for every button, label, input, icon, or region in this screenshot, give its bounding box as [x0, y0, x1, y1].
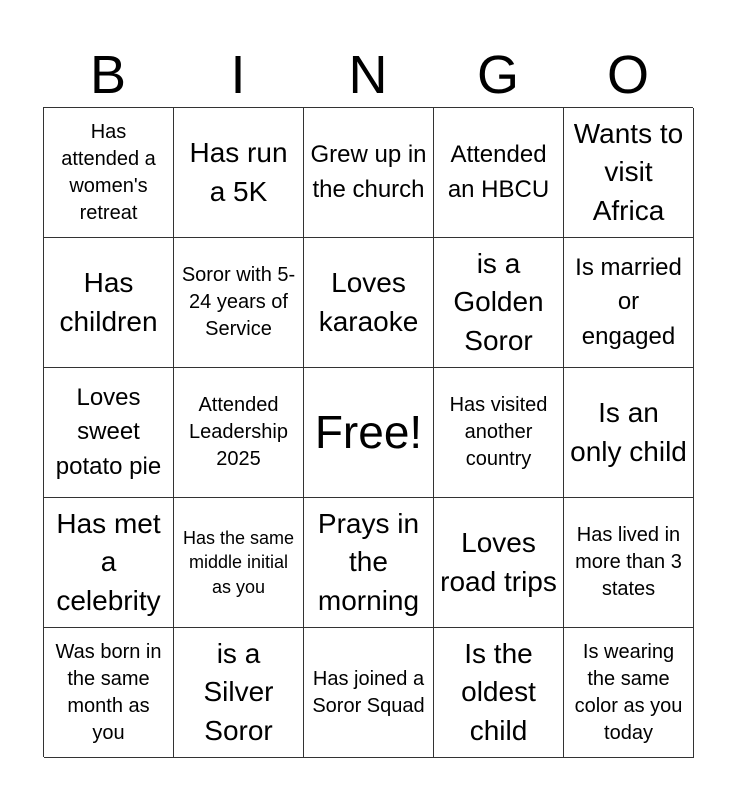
header-letter-o: O: [606, 45, 649, 105]
cell-text: Is an only child: [570, 397, 687, 467]
header-letter-b: B: [89, 45, 127, 105]
cell-text: is a Silver Soror: [203, 638, 274, 746]
bingo-cell-r5c2[interactable]: [174, 628, 304, 758]
bingo-cell-r1c2[interactable]: [174, 108, 304, 238]
cell-text: Is married or engaged: [575, 254, 682, 350]
cell-text: Has joined a Soror Squad: [312, 667, 425, 717]
header-letter-n: N: [348, 45, 388, 105]
header-letter-g: G: [476, 45, 519, 105]
bingo-cell-r1c5[interactable]: [564, 108, 694, 238]
bingo-cell-r5c1[interactable]: [44, 628, 174, 758]
cell-text: Is the oldest child: [461, 638, 536, 746]
bingo-cell-r2c4[interactable]: [434, 238, 564, 368]
bingo-cell-r3c4[interactable]: [434, 368, 564, 498]
bingo-cell-r5c3[interactable]: [304, 628, 434, 758]
bingo-header: [43, 44, 693, 106]
bingo-cell-r2c2[interactable]: [174, 238, 304, 368]
bingo-cell-r4c4[interactable]: [434, 498, 564, 628]
cell-text: Attended an HBCU: [447, 141, 550, 203]
bingo-board: [43, 107, 693, 757]
cell-text: Is wearing the same color as you today: [574, 640, 683, 744]
bingo-cell-r3c1[interactable]: [44, 368, 174, 498]
bingo-cell-r4c2[interactable]: [174, 498, 304, 628]
bingo-cell-r2c1[interactable]: [44, 238, 174, 368]
bingo-cell-r5c5[interactable]: [564, 628, 694, 758]
cell-text: Loves road trips: [440, 527, 557, 597]
bingo-cell-r2c5[interactable]: [564, 238, 694, 368]
bingo-cell-r1c1[interactable]: [44, 108, 174, 238]
bingo-cell-r3c2[interactable]: [174, 368, 304, 498]
cell-text: Has the same middle initial as you: [182, 528, 295, 597]
cell-text: Has lived in more than 3 states: [575, 524, 682, 600]
cell-text: Soror with 5-24 years of Service: [181, 264, 296, 340]
bingo-cell-r4c5[interactable]: [564, 498, 694, 628]
cell-text: Attended Leadership 2025: [189, 394, 288, 470]
cell-text: Has attended a women's retreat: [61, 120, 156, 224]
bingo-cell-free[interactable]: [304, 368, 434, 498]
free-space-text: Free!: [314, 406, 423, 459]
bingo-cell-r5c4[interactable]: [434, 628, 564, 758]
cell-text: Prays in the morning: [317, 508, 420, 616]
bingo-cell-r1c4[interactable]: [434, 108, 564, 238]
bingo-cell-r4c1[interactable]: [44, 498, 174, 628]
cell-text: Loves karaoke: [318, 267, 419, 337]
cell-text: Loves sweet potato pie: [55, 384, 162, 480]
cell-text: Has visited another country: [449, 394, 548, 470]
header-letter-i: I: [230, 45, 246, 105]
cell-text: Was born in the same month as you: [55, 640, 162, 744]
cell-text: Wants to visit Africa: [573, 118, 684, 226]
cell-text: Has met a celebrity: [56, 508, 161, 616]
bingo-cell-r3c5[interactable]: [564, 368, 694, 498]
cell-text: Has children: [59, 267, 158, 337]
bingo-cell-r4c3[interactable]: [304, 498, 434, 628]
cell-text: is a Golden Soror: [453, 248, 544, 356]
cell-text: Grew up in the church: [310, 141, 427, 203]
bingo-cell-r1c3[interactable]: [304, 108, 434, 238]
cell-text: Has run a 5K: [189, 137, 288, 207]
bingo-cell-r2c3[interactable]: [304, 238, 434, 368]
